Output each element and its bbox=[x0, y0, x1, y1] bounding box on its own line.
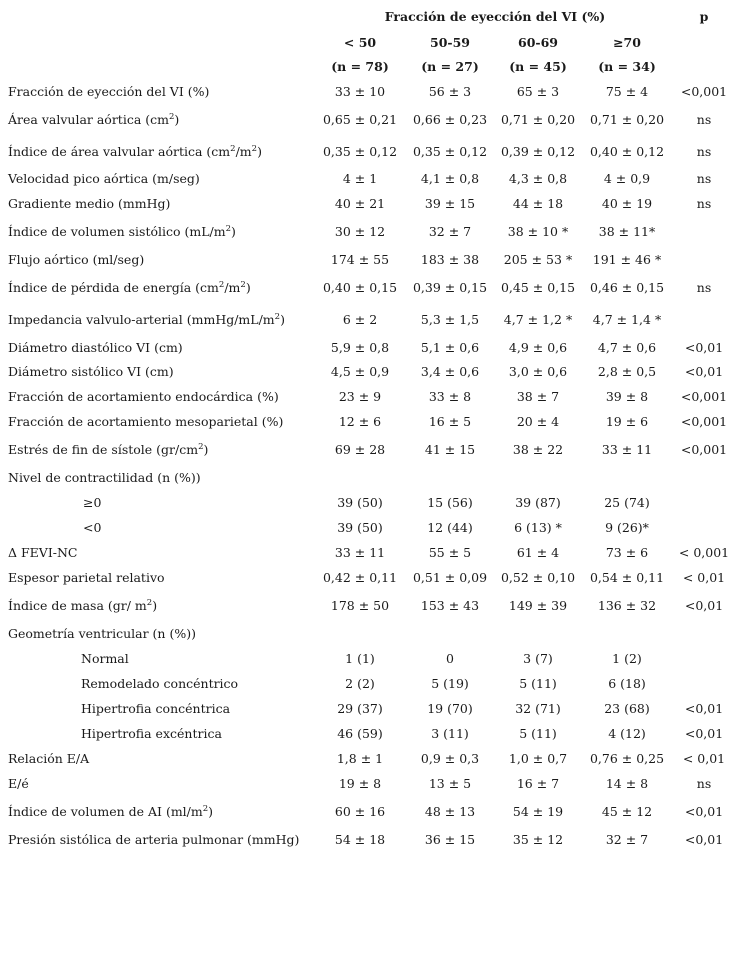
value-cell: 183 ± 38 bbox=[420, 252, 480, 267]
value-cell: 1 (1) bbox=[345, 651, 375, 666]
row-label: Geometría ventricular (n (%)) bbox=[8, 626, 196, 641]
value-cell: 13 ± 5 bbox=[428, 776, 472, 791]
col-header-1: 50-59 bbox=[430, 35, 470, 50]
value-cell: 1,8 ± 1 bbox=[336, 751, 384, 766]
value-cell: 9 (26)* bbox=[605, 520, 649, 535]
value-cell: 6 ± 2 bbox=[342, 312, 378, 327]
row-label: Remodelado concéntrico bbox=[81, 676, 239, 691]
value-cell: 56 ± 3 bbox=[428, 84, 472, 99]
value-cell: 6 (18) bbox=[608, 676, 646, 691]
value-cell: 38 ± 10 * bbox=[507, 224, 569, 239]
p-value-cell: ns bbox=[696, 144, 712, 159]
table-row bbox=[0, 112, 739, 136]
col-n-3: (n = 34) bbox=[598, 59, 656, 74]
col-n-1: (n = 27) bbox=[421, 59, 479, 74]
p-value-cell: <0,01 bbox=[684, 598, 724, 613]
value-cell: 0,52 ± 0,10 bbox=[500, 570, 576, 585]
value-cell: 1 (2) bbox=[612, 651, 642, 666]
p-value-cell: <0,01 bbox=[684, 340, 724, 355]
row-label: ≥0 bbox=[83, 495, 102, 510]
value-cell: 3,0 ± 0,6 bbox=[508, 364, 568, 379]
value-cell: 4,7 ± 1,2 * bbox=[503, 312, 573, 327]
value-cell: 36 ± 15 bbox=[424, 832, 476, 847]
value-cell: 4,7 ± 1,4 * bbox=[592, 312, 662, 327]
p-value-cell: ns bbox=[696, 776, 712, 791]
value-cell: 174 ± 55 bbox=[330, 252, 390, 267]
value-cell: 44 ± 18 bbox=[512, 196, 564, 211]
row-label: Estrés de fin de sístole $(gr/cm^2)$ bbox=[8, 441, 209, 457]
table-row bbox=[0, 442, 739, 466]
value-cell: 69 ± 28 bbox=[334, 442, 386, 457]
value-cell: 35 ± 12 bbox=[512, 832, 564, 847]
table-row bbox=[0, 726, 739, 750]
table-row bbox=[0, 340, 739, 364]
p-value-cell: < 0,01 bbox=[682, 570, 726, 585]
table-row bbox=[0, 280, 739, 304]
value-cell: 2,8 ± 0,5 bbox=[597, 364, 657, 379]
value-cell: 33 ± 11 bbox=[334, 545, 386, 560]
value-cell: 20 ± 4 bbox=[516, 414, 560, 429]
value-cell: 39 ± 15 bbox=[424, 196, 476, 211]
value-cell: 55 ± 5 bbox=[428, 545, 472, 560]
value-cell: 0,39 ± 0,15 bbox=[412, 280, 488, 295]
value-cell: 14 ± 8 bbox=[605, 776, 649, 791]
row-label: Diámetro diastólico VI (cm) bbox=[8, 340, 183, 355]
value-cell: 136 ± 32 bbox=[597, 598, 657, 613]
group-header: Fracción de eyección del VI (%) bbox=[384, 9, 606, 24]
value-cell: 178 ± 50 bbox=[330, 598, 390, 613]
value-cell: 0,40 ± 0,12 bbox=[589, 144, 665, 159]
table-row bbox=[0, 651, 739, 675]
value-cell: 4,9 ± 0,6 bbox=[508, 340, 568, 355]
table-row bbox=[0, 224, 739, 248]
value-cell: 2 (2) bbox=[345, 676, 375, 691]
value-cell: 25 (74) bbox=[604, 495, 650, 510]
table-row bbox=[0, 414, 739, 438]
value-cell: 38 ± 22 bbox=[512, 442, 564, 457]
p-value-cell: <0,001 bbox=[680, 84, 728, 99]
value-cell: 0,35 ± 0,12 bbox=[412, 144, 488, 159]
value-cell: 38 ± 7 bbox=[516, 389, 560, 404]
row-label: Índice de volumen de AI $(ml/m^2)$ bbox=[8, 803, 214, 819]
value-cell: 4,1 ± 0,8 bbox=[420, 171, 480, 186]
table-row bbox=[0, 364, 739, 388]
table-row bbox=[0, 171, 739, 195]
table-row bbox=[0, 84, 739, 108]
value-cell: 5,9 ± 0,8 bbox=[330, 340, 390, 355]
value-cell: 39 ± 8 bbox=[605, 389, 649, 404]
value-cell: 61 ± 4 bbox=[516, 545, 560, 560]
col-header-2: 60-69 bbox=[518, 35, 558, 50]
value-cell: 0,54 ± 0,11 bbox=[589, 570, 665, 585]
row-label: Área valvular aórtica $(cm^2)$ bbox=[8, 111, 180, 127]
value-cell: 3,4 ± 0,6 bbox=[420, 364, 480, 379]
col-n-2: (n = 45) bbox=[509, 59, 567, 74]
p-value-cell: <0,01 bbox=[684, 832, 724, 847]
value-cell: 32 ± 7 bbox=[428, 224, 472, 239]
row-label: Fracción de eyección del VI (%) bbox=[8, 84, 210, 99]
value-cell: 153 ± 43 bbox=[420, 598, 480, 613]
value-cell: 0,71 ± 0,20 bbox=[500, 112, 576, 127]
value-cell: 5,1 ± 0,6 bbox=[420, 340, 480, 355]
table-row bbox=[0, 196, 739, 220]
value-cell: 73 ± 6 bbox=[605, 545, 649, 560]
table-row bbox=[0, 832, 739, 856]
value-cell: 19 (70) bbox=[427, 701, 473, 716]
value-cell: 48 ± 13 bbox=[424, 804, 476, 819]
table-row bbox=[0, 470, 739, 494]
value-cell: 149 ± 39 bbox=[508, 598, 568, 613]
p-value-cell: ns bbox=[696, 112, 712, 127]
value-cell: 15 (56) bbox=[427, 495, 473, 510]
table-row bbox=[0, 545, 739, 569]
p-value-cell: <0,001 bbox=[680, 414, 728, 429]
value-cell: 4,5 ± 0,9 bbox=[330, 364, 390, 379]
row-label: Relación E/A bbox=[8, 751, 90, 766]
table-row bbox=[0, 804, 739, 828]
value-cell: 3 (11) bbox=[431, 726, 469, 741]
value-cell: 6 (13) * bbox=[514, 520, 562, 535]
value-cell: 0,65 ± 0,21 bbox=[322, 112, 398, 127]
row-label: E/é bbox=[8, 776, 29, 791]
value-cell: 0,66 ± 0,23 bbox=[412, 112, 488, 127]
value-cell: 45 ± 12 bbox=[601, 804, 653, 819]
value-cell: 16 ± 7 bbox=[516, 776, 560, 791]
p-value-cell: ns bbox=[696, 280, 712, 295]
table-row bbox=[0, 570, 739, 594]
row-label: Impedancia valvulo-arterial $(mmHg/mL/m^2)$ bbox=[8, 311, 285, 327]
value-cell: 5 (11) bbox=[519, 676, 557, 691]
value-cell: 33 ± 10 bbox=[334, 84, 386, 99]
value-cell: 60 ± 16 bbox=[334, 804, 386, 819]
row-label: Índice de área valvular aórtica $(cm^2/m^2)$ bbox=[8, 143, 262, 159]
table-row bbox=[0, 776, 739, 800]
row-label: Nivel de contractilidad (n (%)) bbox=[8, 470, 201, 485]
table-row bbox=[0, 520, 739, 544]
p-value-cell: <0,01 bbox=[684, 701, 724, 716]
value-cell: 29 (37) bbox=[337, 701, 383, 716]
value-cell: 0,42 ± 0,11 bbox=[322, 570, 398, 585]
row-label: Flujo aórtico (ml/seg) bbox=[8, 252, 145, 267]
value-cell: 5 (19) bbox=[431, 676, 469, 691]
value-cell: 0 bbox=[446, 651, 454, 666]
row-label: Índice de pérdida de energía $(cm^2/m^2)$ bbox=[8, 279, 251, 295]
table-row bbox=[0, 389, 739, 413]
value-cell: 19 ± 8 bbox=[338, 776, 382, 791]
p-value-cell: <0,001 bbox=[680, 389, 728, 404]
value-cell: 54 ± 19 bbox=[512, 804, 564, 819]
p-header: p bbox=[699, 9, 709, 24]
value-cell: 0,35 ± 0,12 bbox=[322, 144, 398, 159]
row-label: Espesor parietal relativo bbox=[8, 570, 165, 585]
value-cell: 16 ± 5 bbox=[428, 414, 472, 429]
row-label: Hipertrofia concéntrica bbox=[81, 701, 231, 716]
value-cell: 0,71 ± 0,20 bbox=[589, 112, 665, 127]
p-value-cell: ns bbox=[696, 196, 712, 211]
row-label: Hipertrofia excéntrica bbox=[81, 726, 222, 741]
value-cell: 5 (11) bbox=[519, 726, 557, 741]
value-cell: 0,46 ± 0,15 bbox=[589, 280, 665, 295]
value-cell: 23 ± 9 bbox=[338, 389, 382, 404]
value-cell: 33 ± 11 bbox=[601, 442, 653, 457]
row-label: Presión sistólica de arteria pulmonar (mmHg) bbox=[8, 832, 300, 847]
row-label: Gradiente medio (mmHg) bbox=[8, 196, 171, 211]
row-label: Fracción de acortamiento mesoparietal (%) bbox=[8, 414, 284, 429]
value-cell: 3 (7) bbox=[523, 651, 553, 666]
value-cell: 23 (68) bbox=[604, 701, 650, 716]
row-label: Diámetro sistólico VI (cm) bbox=[8, 364, 174, 379]
row-label: Velocidad pico aórtica (m/seg) bbox=[8, 171, 200, 186]
value-cell: 39 (50) bbox=[337, 520, 383, 535]
value-cell: 41 ± 15 bbox=[424, 442, 476, 457]
row-label: Índice de masa (gr/ $m^2$) bbox=[8, 597, 158, 613]
p-value-cell: <0,01 bbox=[684, 726, 724, 741]
value-cell: 39 (50) bbox=[337, 495, 383, 510]
table-row bbox=[0, 626, 739, 650]
value-cell: 54 ± 18 bbox=[334, 832, 386, 847]
row-label: Fracción de acortamiento endocárdica (%) bbox=[8, 389, 279, 404]
value-cell: 0,51 ± 0,09 bbox=[412, 570, 488, 585]
value-cell: 33 ± 8 bbox=[428, 389, 472, 404]
value-cell: 1,0 ± 0,7 bbox=[508, 751, 568, 766]
value-cell: 75 ± 4 bbox=[605, 84, 649, 99]
table-row bbox=[0, 598, 739, 622]
value-cell: 46 (59) bbox=[337, 726, 383, 741]
value-cell: 32 (71) bbox=[515, 701, 561, 716]
p-value-cell: ns bbox=[696, 171, 712, 186]
value-cell: 39 (87) bbox=[515, 495, 561, 510]
value-cell: 12 ± 6 bbox=[338, 414, 382, 429]
value-cell: 191 ± 46 * bbox=[592, 252, 662, 267]
p-value-cell: <0,01 bbox=[684, 364, 724, 379]
value-cell: 4 (12) bbox=[608, 726, 646, 741]
value-cell: 19 ± 6 bbox=[605, 414, 649, 429]
value-cell: 4,7 ± 0,6 bbox=[597, 340, 657, 355]
value-cell: 40 ± 19 bbox=[601, 196, 653, 211]
value-cell: 65 ± 3 bbox=[516, 84, 560, 99]
row-label: <0 bbox=[83, 520, 102, 535]
value-cell: 0,76 ± 0,25 bbox=[589, 751, 665, 766]
value-cell: 0,39 ± 0,12 bbox=[500, 144, 576, 159]
value-cell: 38 ± 11* bbox=[598, 224, 656, 239]
value-cell: 4 ± 0,9 bbox=[603, 171, 651, 186]
p-value-cell: <0,01 bbox=[684, 804, 724, 819]
p-value-cell: <0,001 bbox=[680, 442, 728, 457]
table-row bbox=[0, 676, 739, 700]
value-cell: 4 ± 1 bbox=[342, 171, 378, 186]
table-row bbox=[0, 495, 739, 519]
value-cell: 32 ± 7 bbox=[605, 832, 649, 847]
row-label: Δ FEVI-NC bbox=[8, 545, 78, 560]
value-cell: 4,3 ± 0,8 bbox=[508, 171, 568, 186]
table-row bbox=[0, 144, 739, 168]
col-header-3: ≥70 bbox=[613, 35, 641, 50]
value-cell: 12 (44) bbox=[427, 520, 473, 535]
value-cell: 0,45 ± 0,15 bbox=[500, 280, 576, 295]
table-row bbox=[0, 252, 739, 276]
value-cell: 205 ± 53 * bbox=[503, 252, 573, 267]
value-cell: 0,9 ± 0,3 bbox=[420, 751, 480, 766]
value-cell: 30 ± 12 bbox=[334, 224, 386, 239]
row-label: Índice de volumen sistólico $(mL/m^2)$ bbox=[8, 223, 236, 239]
table-row bbox=[0, 312, 739, 336]
col-n-0: (n = 78) bbox=[331, 59, 389, 74]
col-header-0: < 50 bbox=[343, 35, 377, 50]
p-value-cell: < 0,01 bbox=[682, 751, 726, 766]
table-row bbox=[0, 751, 739, 775]
row-label: Normal bbox=[81, 651, 129, 666]
p-value-cell: < 0,001 bbox=[678, 545, 730, 560]
value-cell: 40 ± 21 bbox=[334, 196, 386, 211]
table-row bbox=[0, 701, 739, 725]
value-cell: 5,3 ± 1,5 bbox=[420, 312, 480, 327]
value-cell: 0,40 ± 0,15 bbox=[322, 280, 398, 295]
